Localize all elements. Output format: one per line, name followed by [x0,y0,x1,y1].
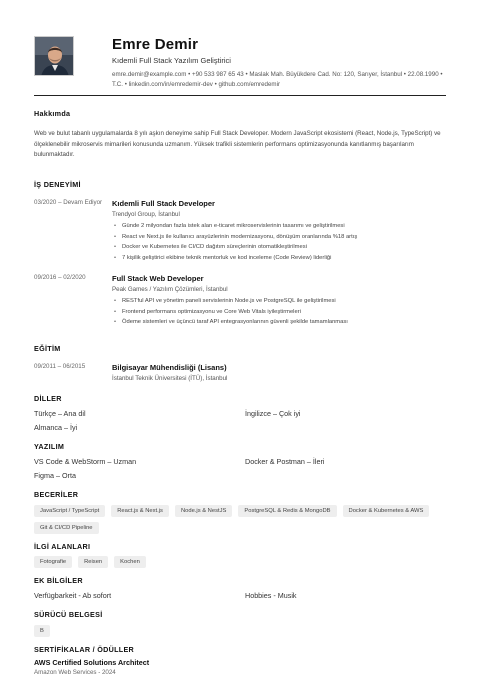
profile-photo [34,36,74,76]
list-item: • Docker ve Kubernetes ile CI/CD dağıtım süreçlerinin otomatikleştirilmesi [112,242,452,253]
job-title-headline: Kıdemli Full Stack Yazılım Geliştirici [112,56,231,65]
candidate-name: Emre Demir [112,36,199,53]
extra-item: Hobbies - Musik [245,591,297,600]
license-heading: SÜRÜCÜ BELGESİ [34,610,103,619]
list-item: • 7 kişilik geliştirici ekibine teknik mentorluk ve kod inceleme (Code Review) liderliği [112,253,452,264]
language-item: Türkçe – Ana dil [34,409,86,418]
interest-tag: Fotografie [34,556,72,568]
job-date: 09/2016 – 02/2020 [34,274,86,281]
about-heading: Hakkımda [34,109,71,118]
skills-tags [34,505,446,534]
job-date: 03/2020 – Devam Ediyor [34,199,103,206]
job-bullets [112,221,452,263]
education-degree: Bilgisayar Mühendisliği (Lisans) [112,363,227,372]
education-heading: EĞİTİM [34,344,61,353]
software-item: Docker & Postman – İleri [245,457,325,466]
skill-tag: PostgreSQL & Redis & MongoDB [238,505,336,517]
software-item: Figma – Orta [34,471,76,480]
list-item: • React ve Next.js ile kullanıcı arayüzlerinin modernizasyonu, dönüşüm oranlarında %18 artış [112,232,452,243]
language-item: İngilizce – Çok iyi [245,409,301,418]
interest-tag: Reisen [78,556,108,568]
list-item: • Ödeme sistemleri ve üçüncü taraf API entegrasyonlarının güvenli şekilde tamamlanması [112,317,452,328]
skill-tag: Docker & Kubernetes & AWS [343,505,430,517]
skills-heading: BECERİLER [34,490,79,499]
license-tag: B [34,625,50,637]
interest-tag: Kochen [114,556,146,568]
skill-tag: Node.js & NestJS [175,505,232,517]
contact-info: emre.demir@example.com • +90 533 987 65 43 • Maslak Mah. Büyükdere Cad. No: 120, Sarıyer, İstanbul • 22.08.1990 • T.C. • linkedin.com/in/emredemir-dev • github.com/emredemir [112,71,443,88]
about-text: Web ve bulut tabanlı uygulamalarda 8 yılı aşkın deneyime sahip Full Stack Developer. Modern JavaScript ekosistemi (React, Node.js, TypeScript) ve ölçeklenebilir mikroservis mimarileri konusunda uzmanım. Yüksek trafikli sistemlerin performans optimizasyonunda kanıtlanmış başarılarım bulunmaktadır. [34,130,441,158]
software-heading: YAZILIM [34,442,65,451]
language-item: Almanca – İyi [34,423,78,432]
list-item: • Frontend performans optimizasyonu ve Core Web Vitals iyileştirmeleri [112,307,452,318]
header-divider [34,95,446,96]
cert-name: AWS Certified Solutions Architect [34,658,150,667]
list-item: • RESTful API ve yönetim paneli servislerinin Node.js ve PostgreSQL ile geliştirilmesi [112,296,452,307]
certs-heading: SERTİFİKALAR / ÖDÜLLER [34,645,135,654]
cert-meta: Amazon Web Services - 2024 [34,669,116,676]
education-school: İstanbul Teknik Üniversitesi (İTÜ), İstanbul [112,375,228,382]
extra-item: Verfügbarkeit - Ab sofort [34,591,112,600]
job-title: Full Stack Web Developer [112,274,204,283]
job-title: Kıdemli Full Stack Developer [112,199,215,208]
extra-heading: EK BİLGİLER [34,576,83,585]
experience-heading: İŞ DENEYİMİ [34,180,81,189]
software-item: VS Code & WebStorm – Uzman [34,457,137,466]
education-date: 09/2011 – 06/2015 [34,363,86,370]
list-item: • Günde 2 milyondan fazla istek alan e-ticaret mikroservislerinin tasarımı ve geliştirilmesi [112,221,452,232]
license-tags [34,625,446,637]
interests-heading: İLGİ ALANLARI [34,542,91,551]
skill-tag: JavaScript / TypeScript [34,505,105,517]
job-bullets [112,296,452,328]
job-company: Trendyol Group, İstanbul [112,211,180,218]
languages-heading: DİLLER [34,394,62,403]
job-company: Peak Games / Yazılım Çözümleri, İstanbul [112,286,228,293]
interests-tags [34,556,446,568]
skill-tag: Git & CI/CD Pipeline [34,522,99,534]
skill-tag: React.js & Next.js [111,505,169,517]
